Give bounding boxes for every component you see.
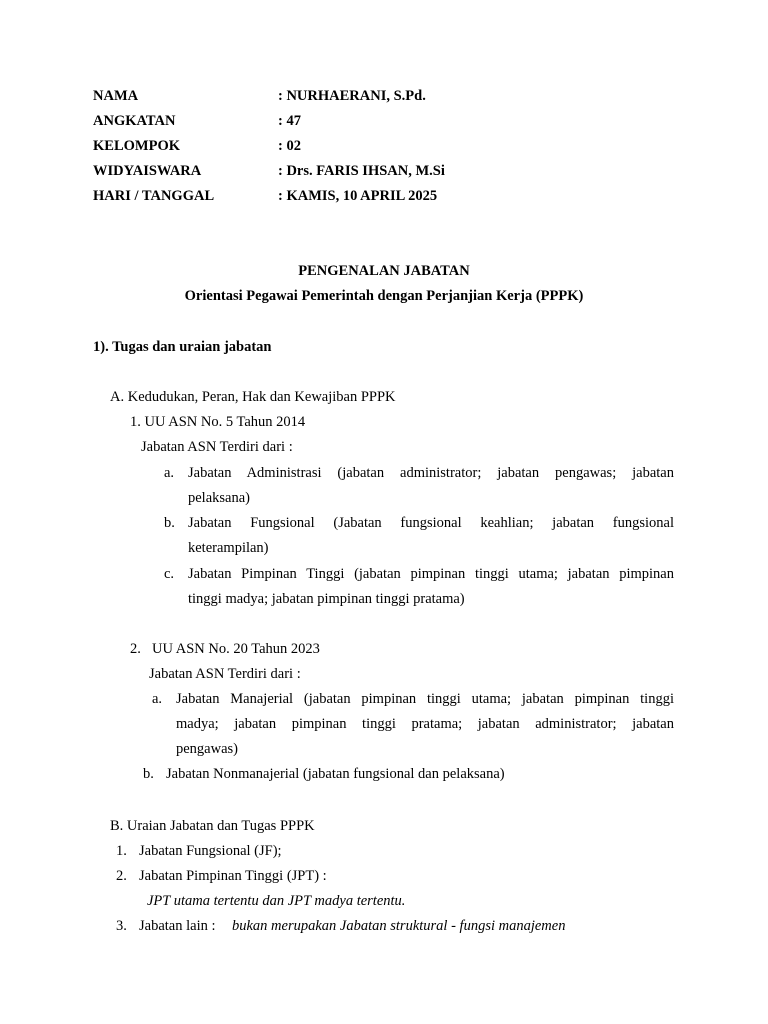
list-marker: 3. <box>116 918 127 934</box>
a2-item-a-line2: madya; jabatan pimpinan tinggi pratama; jabatan administrator; jabatan <box>176 716 674 732</box>
list-marker: b. <box>143 766 154 782</box>
b-item-3-detail: bukan merupakan Jabatan struktural - fungsi manajemen <box>232 918 566 934</box>
a1-title: 1. UU ASN No. 5 Tahun 2014 <box>130 414 306 430</box>
a1-item-b-line2: keterampilan) <box>188 540 269 556</box>
list-marker: a. <box>152 691 163 707</box>
header-label: WIDYAISWARA <box>93 163 202 179</box>
b-item-3-label: Jabatan lain : <box>139 918 216 934</box>
list-marker: 2. <box>130 641 141 657</box>
b-item-1: Jabatan Fungsional (JF); <box>139 843 282 859</box>
header-value: : Drs. FARIS IHSAN, M.Si <box>278 163 445 179</box>
a1-item-c-line1: Jabatan Pimpinan Tinggi (jabatan pimpinan tinggi utama; jabatan pimpinan <box>188 566 674 582</box>
header-value: : KAMIS, 10 APRIL 2025 <box>278 188 438 204</box>
list-marker: a. <box>164 465 175 481</box>
a2-item-b-line1: Jabatan Nonmanajerial (jabatan fungsional dan pelaksana) <box>166 766 505 782</box>
a2-intro: Jabatan ASN Terdiri dari : <box>149 666 301 682</box>
subsection-a-heading: A. Kedudukan, Peran, Hak dan Kewajiban PPPK <box>110 389 396 405</box>
section-heading: 1). Tugas dan uraian jabatan <box>93 339 272 355</box>
header-value: : NURHAERANI, S.Pd. <box>278 88 426 104</box>
list-marker: b. <box>164 515 175 531</box>
document-subtitle: Orientasi Pegawai Pemerintah dengan Perjanjian Kerja (PPPK) <box>184 288 584 304</box>
a1-intro: Jabatan ASN Terdiri dari : <box>141 439 293 455</box>
a1-item-a-line1: Jabatan Administrasi (jabatan administrator; jabatan pengawas; jabatan <box>188 465 674 481</box>
header-label: HARI / TANGGAL <box>93 188 215 204</box>
a1-item-b-line1: Jabatan Fungsional (Jabatan fungsional keahlian; jabatan fungsional <box>188 515 674 531</box>
header-value: : 47 <box>278 113 301 129</box>
a2-item-a-line3: pengawas) <box>176 741 239 757</box>
header-label: NAMA <box>93 88 139 104</box>
list-marker: c. <box>164 566 175 582</box>
a2-title: UU ASN No. 20 Tahun 2023 <box>152 641 320 657</box>
b-item-2-detail: JPT utama tertentu dan JPT madya tertentu. <box>147 893 406 909</box>
list-marker: 1. <box>116 843 127 859</box>
b-item-2: Jabatan Pimpinan Tinggi (JPT) : <box>139 868 327 884</box>
list-marker: 2. <box>116 868 127 884</box>
a2-item-a-line1: Jabatan Manajerial (jabatan pimpinan tinggi utama; jabatan pimpinan tinggi <box>176 691 674 707</box>
header-label: KELOMPOK <box>93 138 180 154</box>
header-label: ANGKATAN <box>93 113 176 129</box>
header-value: : 02 <box>278 138 301 154</box>
a1-item-c-line2: tinggi madya; jabatan pimpinan tinggi pratama) <box>188 591 465 607</box>
subsection-b-heading: B. Uraian Jabatan dan Tugas PPPK <box>110 818 315 834</box>
a1-item-a-line2: pelaksana) <box>188 490 250 506</box>
document-title: PENGENALAN JABATAN <box>298 263 470 279</box>
